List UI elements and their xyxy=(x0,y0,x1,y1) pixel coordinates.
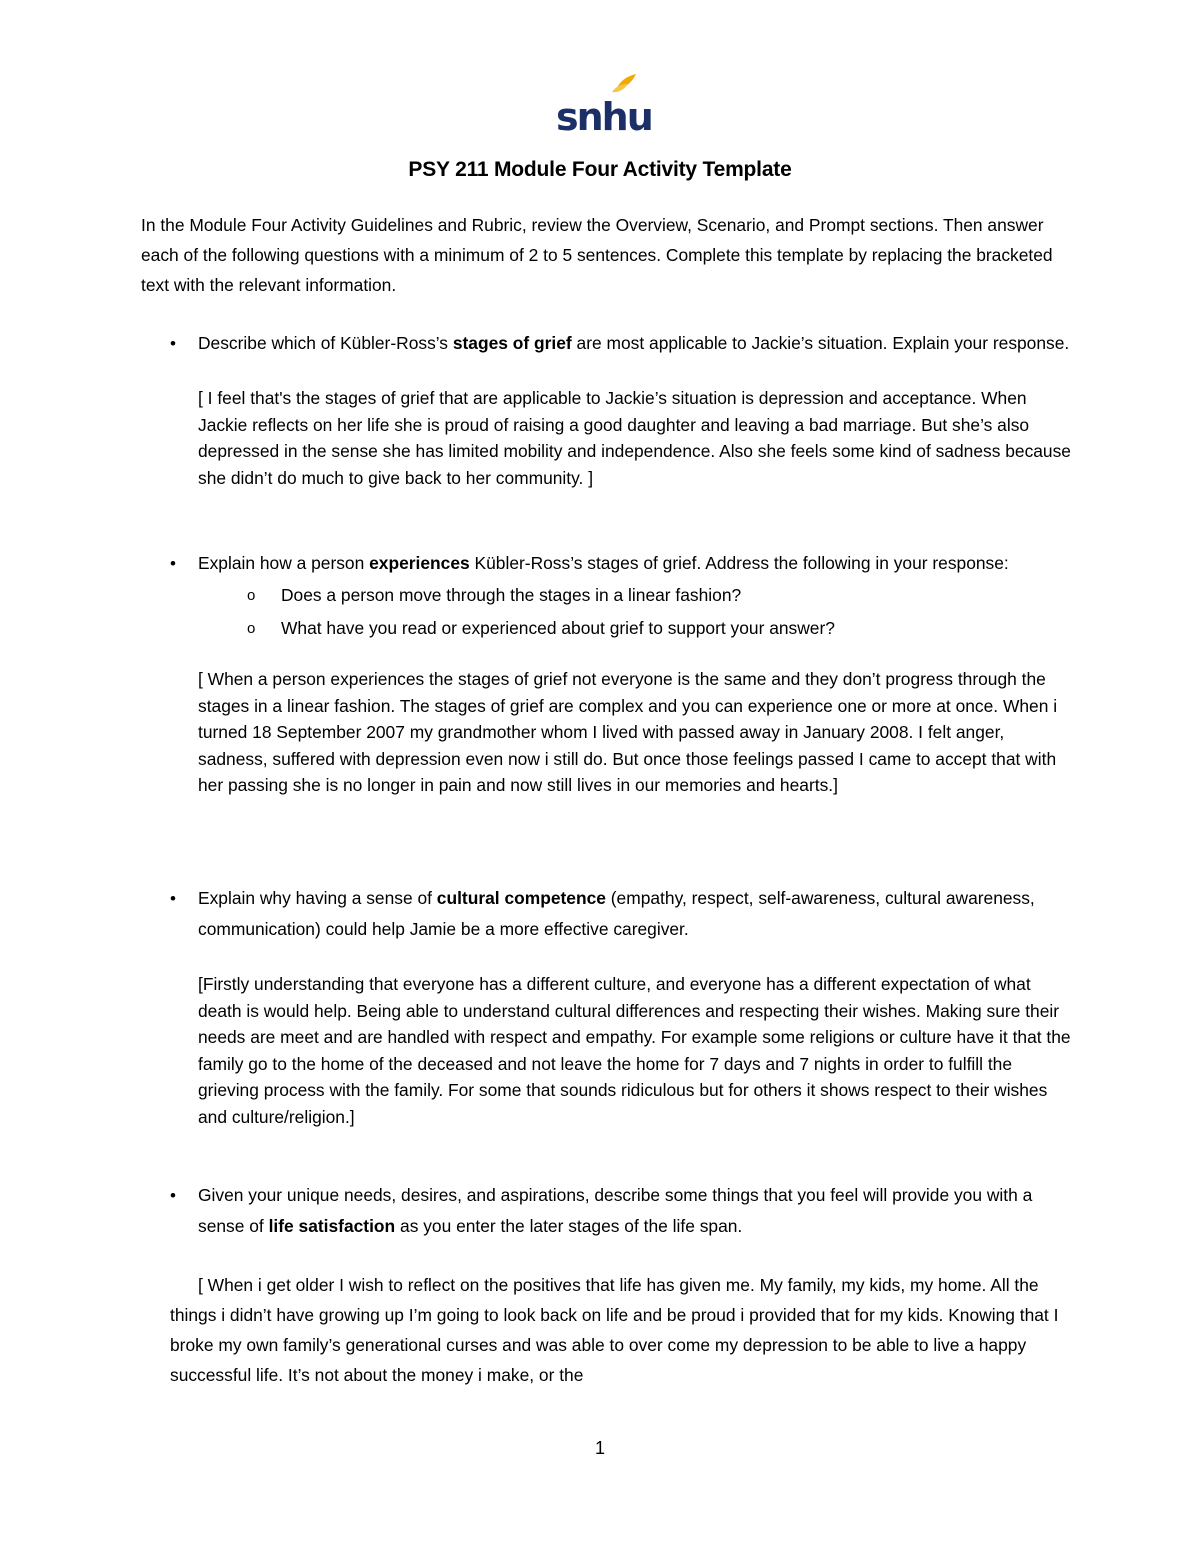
question-2-subpoint-2: o What have you read or experienced about grief to support your answer? xyxy=(141,612,1071,645)
question-1-answer: [ I feel that's the stages of grief that are applicable to Jackie’s situation is depression and acceptance. When Jackie reflects on her life she is proud of raising a good daughter and leaving a bad marriage. But she’s also depressed in the sense she has limited mobility and independence. Also she feels some kind of sadness because she didn’t do much to give back to her community. ] xyxy=(198,388,1071,488)
keyword-experiences: experiences xyxy=(369,553,470,573)
bullet-icon: • xyxy=(170,1186,176,1205)
question-1 xyxy=(141,328,1071,491)
question-3-answer: [Firstly understanding that everyone has a different culture, and everyone has a different expectation of what death is would help. Being able to understand cultural differences and respecting their wishes. Making sure their needs are meet and are handled with respect and empathy. For example some religions or culture have it that the family go to the home of the deceased and not leave the home for 7 days and 7 nights in order to fulfill the grieving process with the family. For some that sounds ridiculous but for others it shows respect to their wishes and culture/religion.] xyxy=(198,974,1071,1127)
question-4-answer: [ When i get older I wish to reflect on the positives that life has given me. My family, my kids, my home. All the things i didn’t have growing up I’m going to look back on life and be proud i provided that for my kids. Knowing that I broke my own family’s generational curses and was able to over come my depression to be able to live a happy successful life. It’s not about the money i make, or the xyxy=(170,1275,1059,1385)
keyword-life-satisfaction: life satisfaction xyxy=(268,1216,396,1236)
question-2-answer: [ When a person experiences the stages of grief not everyone is the same and they don’t progress through the stages in a linear fashion. The stages of grief are complex and you can experience one or more at once. When i turned 18 September 2007 my grandmother whom I lived with passed away in January 2008. I felt anger, sadness, suffered with depression even now i still do. But once those feelings passed I came to accept that with her passing she is no longer in pain and now still lives in our memories and hearts.] xyxy=(198,669,1058,795)
intro-paragraph: In the Module Four Activity Guidelines and Rubric, review the Overview, Scenario, and Prompt sections. Then answer each of the following questions with a minimum of 2 to 5 sentences. Complete this template by replacing the bracketed text with the relevant information. xyxy=(141,215,1053,295)
question-4-prompt: • Given your unique needs, desires, and aspirations, describe some things that you feel will provide you with a sense of life satisfaction as you enter the later stages of the life span. xyxy=(141,1180,1071,1242)
bullet-icon: • xyxy=(170,334,176,353)
question-4 xyxy=(141,1180,1071,1390)
bullet-icon: • xyxy=(170,554,176,573)
sub-bullet-icon: o xyxy=(247,587,256,604)
question-2-subpoint-1: o Does a person move through the stages in a linear fashion? xyxy=(141,579,1071,612)
page-number: 1 xyxy=(594,1438,605,1458)
svg-text:snhu: snhu xyxy=(556,95,652,139)
bullet-icon: • xyxy=(170,889,176,908)
document-title: PSY 211 Module Four Activity Template xyxy=(408,158,792,181)
question-2 xyxy=(141,548,1071,799)
snhu-logo xyxy=(554,74,652,139)
question-2-prompt: • Explain how a person experiences Kübler-Ross’s stages of grief. Address the following in your response: xyxy=(141,548,1071,579)
question-3-prompt: • Explain why having a sense of cultural competence (empathy, respect, self-awareness, cultural awareness, communication) could help Jamie be a more effective caregiver. xyxy=(141,883,1071,945)
question-1-prompt: • Describe which of Kübler-Ross’s stages of grief are most applicable to Jackie’s situation. Explain your response. xyxy=(141,328,1071,359)
question-3 xyxy=(141,883,1071,1130)
keyword-cultural-competence: cultural competence xyxy=(436,888,606,908)
keyword-stages-of-grief: stages of grief xyxy=(452,333,572,353)
sub-bullet-icon: o xyxy=(247,620,256,637)
